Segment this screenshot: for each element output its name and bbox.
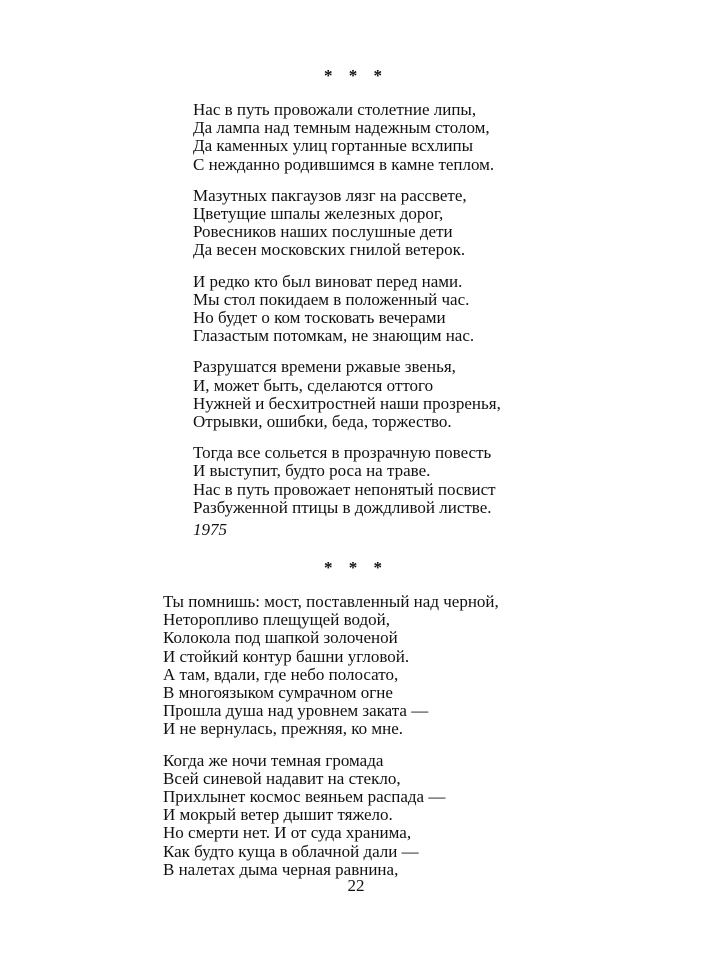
poem-1 bbox=[193, 101, 501, 517]
section-separator-2: * * * bbox=[324, 558, 388, 577]
verse-line: Мазутных пакгаузов лязг на рассвете, bbox=[193, 185, 467, 205]
verse-line: Колокола под шапкой золоченой bbox=[163, 628, 398, 648]
verse-line: Но будет о ком тосковать вечерами bbox=[193, 308, 446, 328]
stanza bbox=[193, 444, 501, 517]
verse-line: Тогда все сольется в прозрачную повесть bbox=[193, 443, 492, 463]
verse-line: Когда же ночи темная громада bbox=[163, 750, 384, 770]
verse-line: Нас в путь провожает непонятый посвист bbox=[193, 479, 496, 499]
verse-line: И мокрый ветер дышит тяжело. bbox=[163, 805, 393, 825]
verse-line: И выступит, будто роса на траве. bbox=[193, 461, 431, 481]
verse-line: Да лампа над темным надежным столом, bbox=[193, 118, 490, 138]
section-separator-1: * * * bbox=[324, 66, 388, 85]
verse-line: Всей синевой надавит на стекло, bbox=[163, 768, 401, 788]
verse-line: И, может быть, сделаются оттого bbox=[193, 375, 434, 395]
stanza bbox=[163, 752, 499, 879]
verse-line: Прихлынет космос веяньем распада — bbox=[163, 787, 446, 807]
poem-date: 1975 bbox=[193, 520, 227, 539]
verse-line: Глазастым потомкам, не знающим нас. bbox=[193, 326, 475, 346]
verse-line: И редко кто был виноват перед нами. bbox=[193, 271, 463, 291]
verse-line: Разрушатся времени ржавые звенья, bbox=[193, 357, 456, 377]
verse-line: Прошла душа над уровнем заката — bbox=[163, 701, 429, 721]
verse-line: Да весен московских гнилой ветерок. bbox=[193, 240, 466, 260]
verse-line: А там, вдали, где небо полосато, bbox=[163, 664, 399, 684]
verse-line: Ты помнишь: мост, поставленный над черной, bbox=[163, 592, 499, 611]
poem-2 bbox=[163, 593, 499, 879]
verse-line: Цветущие шпалы железных дорог, bbox=[193, 204, 444, 224]
stanza bbox=[193, 358, 501, 431]
verse-line: Но смерти нет. И от суда хранима, bbox=[163, 823, 412, 843]
verse-line: Разбуженной птицы в дождливой листве. bbox=[193, 497, 492, 517]
verse-line: В многоязыком сумрачном огне bbox=[163, 683, 393, 703]
stanza bbox=[193, 187, 501, 260]
stanza bbox=[163, 593, 499, 739]
verse-line: Мы стол покидаем в положенный час. bbox=[193, 289, 470, 309]
verse-line: Ровесников наших послушные дети bbox=[193, 222, 453, 242]
verse-line: И стойкий контур башни угловой. bbox=[163, 646, 410, 666]
page-number: 22 bbox=[347, 876, 365, 895]
verse-line: Нас в путь провожали столетние липы, bbox=[193, 100, 477, 119]
verse-line: Да каменных улиц гортанные всхлипы bbox=[193, 136, 474, 156]
verse-line: Как будто куща в облачной дали — bbox=[163, 841, 419, 861]
verse-line: И не вернулась, прежняя, ко мне. bbox=[163, 719, 403, 739]
verse-line: Отрывки, ошибки, беда, торжество. bbox=[193, 412, 452, 432]
verse-line: С нежданно родившимся в камне теплом. bbox=[193, 154, 495, 174]
stanza bbox=[193, 273, 501, 346]
verse-line: Нужней и бесхитростней наши прозренья, bbox=[193, 393, 501, 413]
stanza bbox=[193, 101, 501, 174]
verse-line: В налетах дыма черная равнина, bbox=[163, 859, 399, 879]
verse-line: Неторопливо плещущей водой, bbox=[163, 610, 390, 630]
